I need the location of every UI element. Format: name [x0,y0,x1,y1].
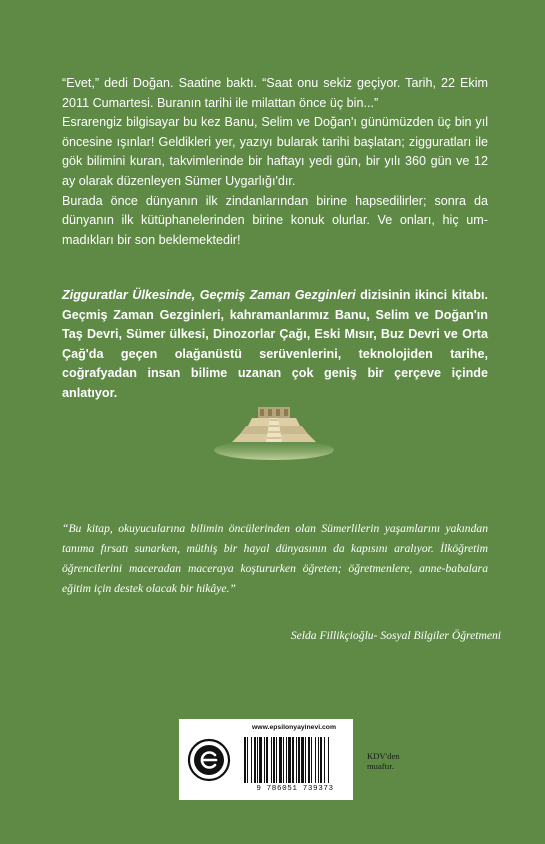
tax-note-line: muaftır. [367,761,394,771]
barcode-box [179,719,353,800]
barcode-icon [243,737,347,783]
review-quote: “Bu kitap, okuyucularına bilimin öncülerinden olan Sümerlilerin yaşamlarını yakından tanıma fırsatı sunarken, müthiş bir hayal dünyasının da kapısını aralıyor. İlköğretim öğrencilerini maceradan maceraya koştururken öğreten; öğretmenlere, anne-babalara eğitim için destek olacak bir hikâye.” [62,522,488,595]
barcode-bar [296,737,297,783]
barcode-bar [320,737,322,783]
barcode-bar [324,737,325,783]
barcode-bar [247,737,248,783]
review-signature: Selda Fillikçioğlu- Sosyal Bilgiler Öğretmeni [290,629,501,642]
ziggurat-illustration [212,394,336,460]
epsilon-logo-icon [187,738,231,782]
barcode-bar [318,737,319,783]
barcode-bar [328,737,329,783]
barcode-bar [308,737,310,783]
barcode-bar [286,737,287,783]
barcode-bar [254,737,256,783]
barcode-bar [301,737,304,783]
barcode-bar [251,737,252,783]
blurb-paragraph: “Evet,” dedi Doğan. Saatine baktı. “Saat onu sekiz geçiyor. Tarih, 22 Ekim 2011 Cumartesi. Buranın tarihi ile milattan önce üç bin...” [62,76,488,110]
series-text: dizisinin ikinci kitabı. Geçmiş Zaman Gezginleri, kahramanlarımız Banu, Selim ve Doğan'ın Taş Devri, Sümer ülkesi, Dinozorlar Çağı, Eski Mısır, Buz Devri ve Orta Çağ'da geçen olağanüstü serüvenlerini, teknolojiden tarihe, coğrafyadan insan bilime uzanan çok geniş bir çerçeve içinde anlatıyor. [62,288,488,400]
barcode-bar [266,737,268,783]
blurb-text [62,74,488,250]
barcode-bar [264,737,265,783]
barcode-bar [259,737,262,783]
barcode-bar [283,737,284,783]
barcode-bar [292,737,294,783]
barcode-bar [257,737,258,783]
barcode-bar [271,737,272,783]
tax-note [367,751,400,771]
barcode-bar [315,737,316,783]
tax-note-line: KDV'den [367,751,400,761]
barcode-bar [244,737,246,783]
series-description [62,286,488,404]
barcode-bar [311,737,312,783]
barcode-bar [276,737,277,783]
blurb-paragraph: Burada önce dünyanın ilk zindanlarından birine hapsedilirler; sonra da dünyanın ilk kütüphanelerinden birine konuk olurlar. Ve onları, hiç ummadıkları bir son beklemektedir! [62,193,488,247]
barcode-bar [305,737,306,783]
barcode-bar [273,737,275,783]
publisher-url: www.epsilonyayinevi.com [252,724,336,731]
barcode-bar [298,737,300,783]
barcode-bar [288,737,291,783]
blurb-paragraph: Esrarengiz bilgisayar bu kez Banu, Selim ve Doğan'ı günümüzden üç bin yıl öncesine ışınlar! Geldikleri yer, yazıyı bularak tarihi başlatan; zigguratları ile gök bilimini kuran, takvimlerinde bir haftayı yedi gün, bir yılı 360 gün ve 12 ay olarak düzenleyen Sümer Uygarlığı'dır. [62,115,488,188]
series-title: Zigguratlar Ülkesinde, Geçmiş Zaman Gezginleri [62,288,356,302]
isbn-number: 9 786051 739373 [256,785,334,793]
barcode-bar [279,737,282,783]
